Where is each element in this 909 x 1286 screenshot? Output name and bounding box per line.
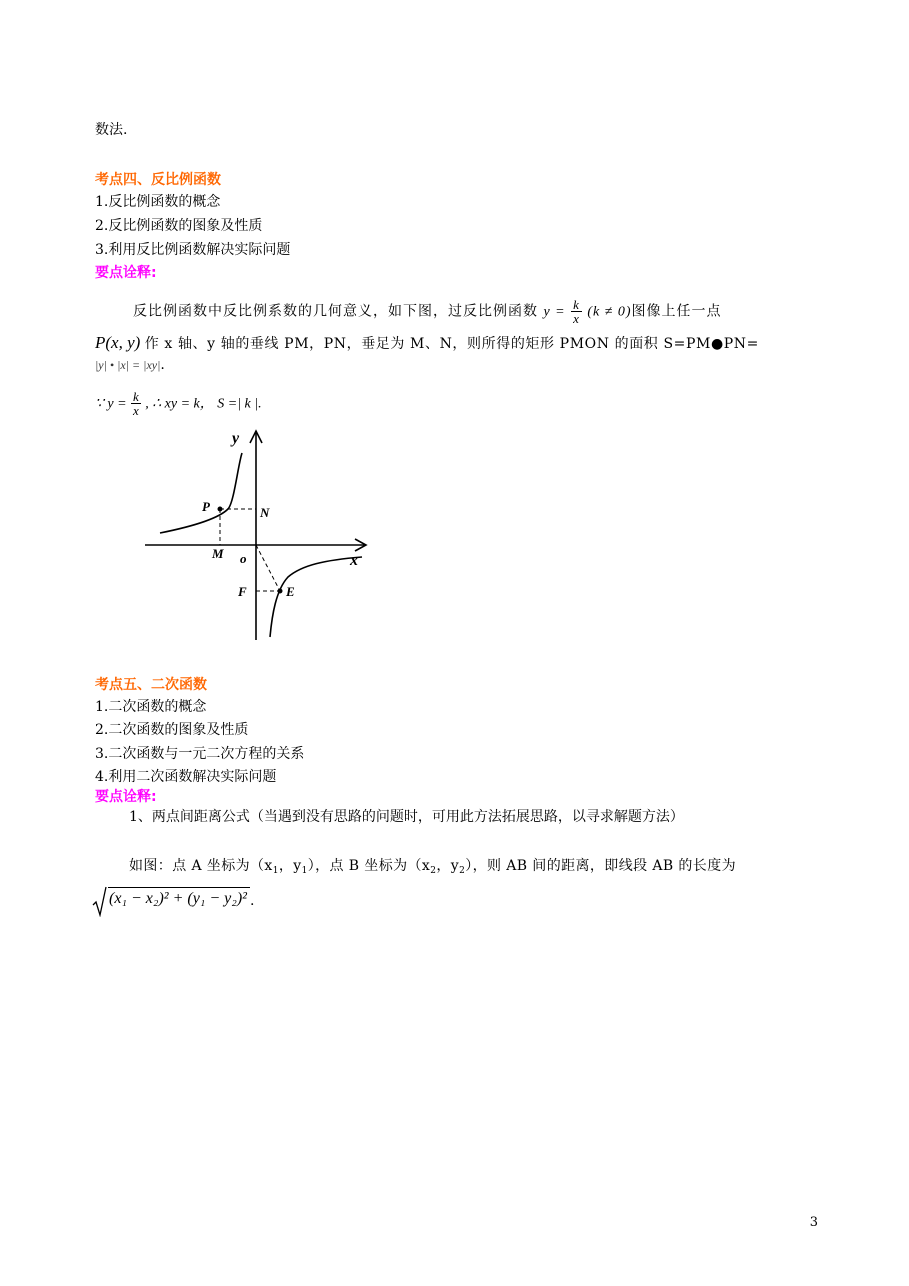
para2-sub-y1: 1 bbox=[301, 866, 308, 876]
section5-note-heading: 要点诠释: bbox=[95, 789, 157, 805]
label-m: M bbox=[212, 546, 224, 561]
section4-heading: 考点四、反比例函数 bbox=[95, 172, 221, 188]
formula-end: . bbox=[249, 893, 255, 909]
section5-heading: 考点五、二次函数 bbox=[95, 677, 207, 693]
para2-b: ，y bbox=[278, 858, 302, 874]
sqrt-sign bbox=[92, 885, 108, 917]
because-a: ∵ y = bbox=[95, 396, 127, 412]
para1-fraction bbox=[571, 298, 582, 325]
para2-sub-x1: 1 bbox=[272, 866, 279, 876]
section4-para1 bbox=[133, 298, 722, 325]
because-frac-den: x bbox=[133, 403, 139, 418]
label-f: F bbox=[238, 584, 247, 599]
para3-expr: |y| • |x| = |xy| bbox=[95, 358, 161, 372]
para2-e: ），则 AB 间的距离，即线段 AB 的长度为 bbox=[465, 858, 736, 874]
label-o: o bbox=[240, 551, 247, 566]
para2-a: 如图：点 A 坐标为（x bbox=[129, 858, 273, 874]
page-number: 3 bbox=[809, 1215, 818, 1230]
para1-cond: (k ≠ 0) bbox=[587, 304, 632, 320]
section4-because bbox=[95, 390, 262, 417]
label-p: P bbox=[202, 499, 210, 514]
section4-para3 bbox=[95, 355, 165, 375]
para2-point: P(x, y) bbox=[95, 333, 141, 352]
top-line: 数法. bbox=[95, 122, 128, 138]
dash-oe bbox=[256, 545, 280, 591]
label-n: N bbox=[260, 505, 270, 520]
para1-frac-den: x bbox=[573, 311, 580, 326]
label-x: x bbox=[350, 552, 358, 569]
hyperbola-graph bbox=[140, 425, 380, 645]
because-frac-num: k bbox=[133, 389, 139, 404]
section5-item-1: 1.二次函数的概念 bbox=[95, 699, 207, 715]
section5-para2 bbox=[129, 856, 736, 881]
para1-text-b: 图像上任一点 bbox=[631, 303, 722, 320]
because-fraction bbox=[131, 390, 141, 417]
section4-item-2: 2.反比例函数的图象及性质 bbox=[95, 218, 263, 234]
section4-para2 bbox=[95, 333, 759, 354]
section4-note-heading: 要点诠释: bbox=[95, 265, 157, 281]
section4-item-1: 1.反比例函数的概念 bbox=[95, 194, 221, 210]
because-b: , ∴ xy = k， S =| k |. bbox=[145, 396, 262, 412]
para1-text-a: 反比例函数中反比例系数的几何意义，如下图，过反比例函数 bbox=[133, 303, 538, 320]
distance-formula bbox=[92, 885, 254, 917]
point-p bbox=[218, 507, 223, 512]
point-e bbox=[278, 589, 283, 594]
label-y: y bbox=[232, 430, 240, 447]
para2-sub-x2: 2 bbox=[430, 866, 437, 876]
section5-item-2: 2.二次函数的图象及性质 bbox=[95, 722, 249, 738]
para2-c: ），点 B 坐标为（x bbox=[307, 858, 431, 874]
section5-item-3: 3.二次函数与一元二次方程的关系 bbox=[95, 746, 305, 762]
para2-sub-y2: 2 bbox=[459, 866, 466, 876]
para3-end: . bbox=[160, 357, 165, 373]
para1-y: y = bbox=[543, 304, 566, 320]
section4-item-3: 3.利用反比例函数解决实际问题 bbox=[95, 242, 291, 258]
label-e: E bbox=[286, 584, 295, 599]
para2-text: 作 x 轴、y 轴的垂线 PM，PN，垂足为 M、N，则所得的矩形 PMON 的面积 S=PM●PN= bbox=[144, 336, 759, 352]
section5-item-4: 4.利用二次函数解决实际问题 bbox=[95, 769, 277, 785]
curve-left-branch bbox=[160, 453, 242, 533]
formula-radicand: (x₁ − x₂)² + (y₁ − y₂)² bbox=[108, 887, 250, 907]
section5-para1: 1、两点间距离公式（当遇到没有思路的问题时，可用此方法拓展思路，以寻求解题方法） bbox=[129, 809, 684, 825]
para2-d: ，y bbox=[436, 858, 460, 874]
curve-right-branch bbox=[270, 557, 362, 637]
para1-frac-num: k bbox=[573, 297, 580, 312]
